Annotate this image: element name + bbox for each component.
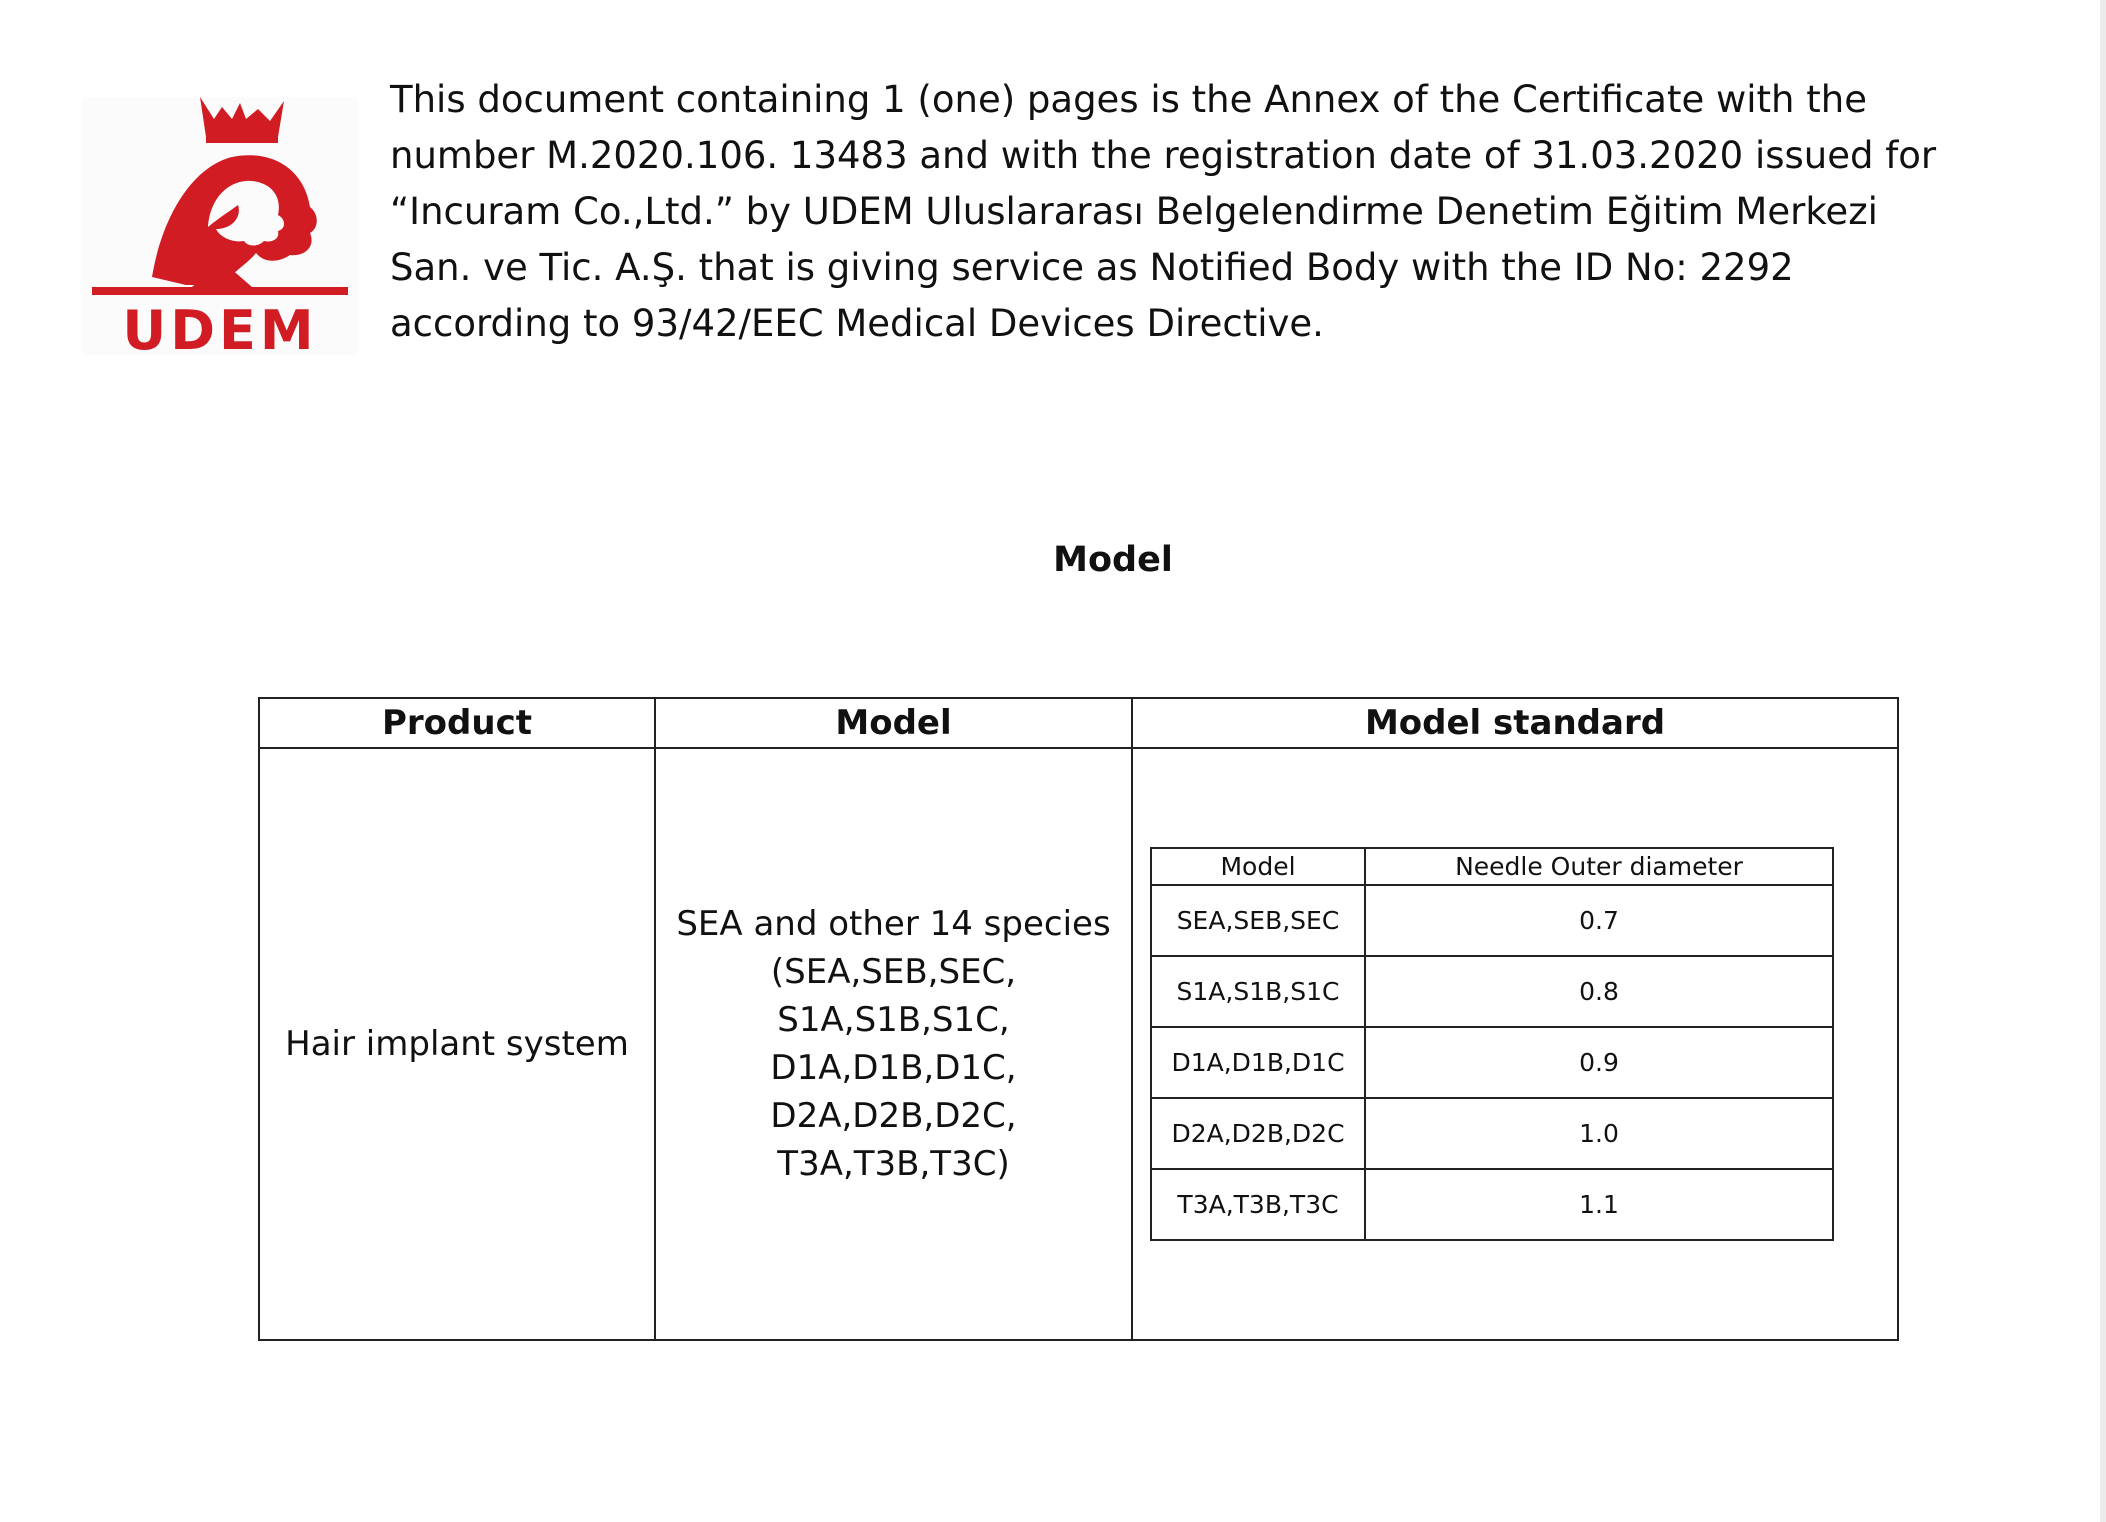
- header-model: Model: [655, 698, 1132, 748]
- header-product: Product: [259, 698, 655, 748]
- model-line: D2A,D2B,D2C,: [770, 1096, 1017, 1136]
- inner-diameter: 1.1: [1365, 1169, 1833, 1240]
- lion-with-crown-icon: [82, 97, 358, 355]
- model-line: S1A,S1B,S1C,: [777, 1000, 1010, 1040]
- model-line: SEA and other 14 species: [676, 904, 1111, 944]
- table-row: [259, 748, 1898, 1340]
- inner-header-model: Model: [1151, 848, 1365, 885]
- model-standard-cell: [1132, 748, 1898, 1340]
- inner-diameter: 0.7: [1365, 885, 1833, 956]
- model-line: D1A,D1B,D1C,: [770, 1048, 1017, 1088]
- model-cell: [655, 748, 1132, 1340]
- inner-model: SEA,SEB,SEC: [1151, 885, 1365, 956]
- inner-header-diameter: Needle Outer diameter: [1365, 848, 1833, 885]
- inner-diameter: 1.0: [1365, 1098, 1833, 1169]
- inner-model: T3A,T3B,T3C: [1151, 1169, 1365, 1240]
- page-edge: [2100, 0, 2106, 1522]
- logo-text: UDEM: [122, 299, 318, 355]
- table-header-row: [259, 698, 1898, 748]
- inner-model: D2A,D2B,D2C: [1151, 1098, 1365, 1169]
- inner-diameter: 0.8: [1365, 956, 1833, 1027]
- header-model-standard: Model standard: [1132, 698, 1898, 748]
- model-line: (SEA,SEB,SEC,: [770, 952, 1017, 992]
- needle-diameter-table: [1150, 847, 1834, 1241]
- udem-logo: [82, 97, 358, 355]
- inner-table-row: [1151, 1098, 1833, 1169]
- product-cell: Hair implant system: [259, 748, 655, 1340]
- inner-model: S1A,S1B,S1C: [1151, 956, 1365, 1027]
- inner-table-row: [1151, 1027, 1833, 1098]
- inner-table-row: [1151, 885, 1833, 956]
- model-line: T3A,T3B,T3C): [777, 1144, 1010, 1184]
- inner-header-row: [1151, 848, 1833, 885]
- inner-diameter: 0.9: [1365, 1027, 1833, 1098]
- section-title: Model: [1053, 540, 1173, 580]
- inner-table-row: [1151, 1169, 1833, 1240]
- inner-model: D1A,D1B,D1C: [1151, 1027, 1365, 1098]
- product-table: [258, 697, 1899, 1341]
- inner-table-row: [1151, 956, 1833, 1027]
- annex-intro-paragraph: This document containing 1 (one) pages is the Annex of the Certificate with the number M.2020.106. 13483 and with the registration date of 31.03.2020 issued for “Incuram Co.,Ltd.” by UDEM Uluslararası Belgelendirme Denetim Eğitim Merkezi San. ve Tic. A.Ş. that is giving service as Notified Body with the ID No: 2292 according to 93/42/EEC Medical Devices Directive.: [390, 78, 1937, 345]
